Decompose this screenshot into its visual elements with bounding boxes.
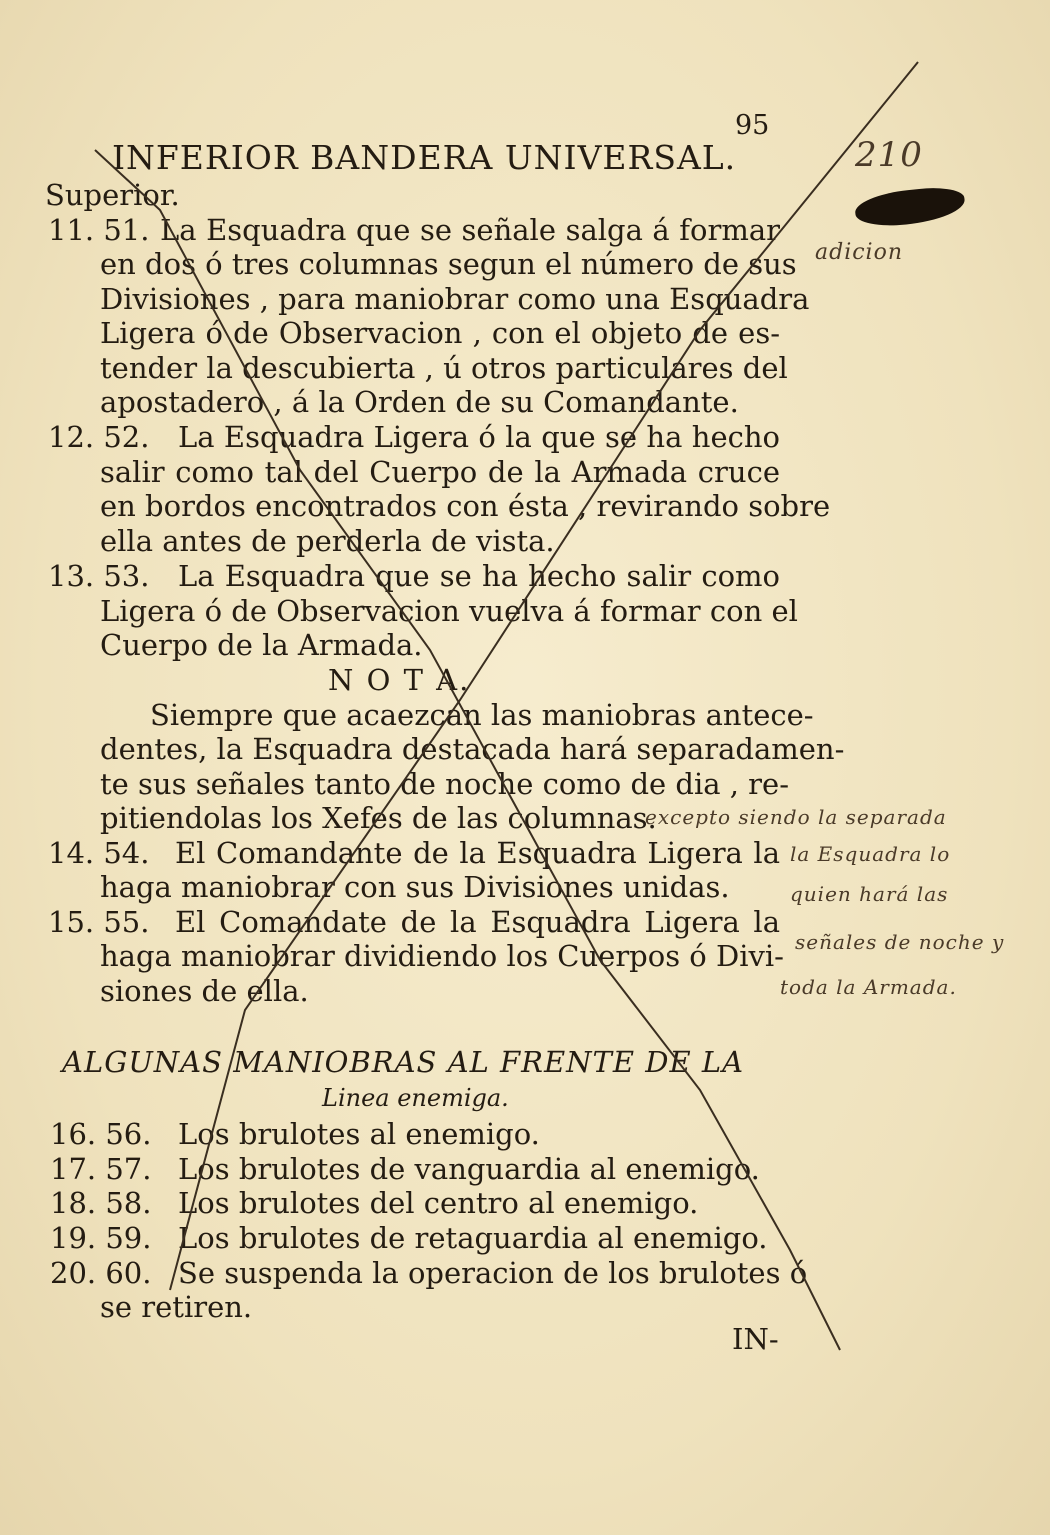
- entry-number: 12. 52.: [48, 420, 150, 454]
- entry-line: Ligera ó de Observacion , con el objeto de es-: [100, 316, 780, 350]
- page-number: 95: [735, 110, 770, 141]
- entry-line: El Comandate de la Esquadra Ligera la: [175, 905, 780, 939]
- nota-line: pitiendolas los Xefes de las columnas.: [100, 801, 657, 835]
- handwritten-margin-word: adicion: [815, 240, 904, 265]
- handwritten-line: la Esquadra lo: [790, 842, 951, 866]
- list-number: 18. 58.: [50, 1186, 152, 1220]
- handwritten-line: quien hará las: [790, 882, 949, 906]
- entry-number: 11. 51.: [48, 213, 150, 247]
- list-text: Los brulotes de vanguardia al enemigo.: [178, 1152, 760, 1186]
- list-number: 20. 60.: [50, 1256, 152, 1290]
- entry-line: Divisiones , para maniobrar como una Esquadra: [100, 282, 810, 316]
- list-text-continued: se retiren.: [100, 1290, 253, 1324]
- entry-line: haga maniobrar con sus Divisiones unidas.: [100, 870, 730, 904]
- nota-line: te sus señales tanto de noche como de dia , re-: [100, 767, 790, 801]
- entry-line: La Esquadra que se señale salga á formar: [160, 213, 780, 247]
- list-text: Los brulotes del centro al enemigo.: [178, 1186, 699, 1220]
- strike-line: [95, 150, 845, 1350]
- section-subtitle: Linea enemiga.: [322, 1084, 509, 1112]
- handwritten-margin-number: 210: [855, 135, 923, 175]
- handwritten-line: toda la Armada.: [780, 975, 957, 999]
- entry-line: La Esquadra que se ha hecho salir como: [178, 559, 780, 593]
- entry-number: 15. 55.: [48, 905, 150, 939]
- list-text: Los brulotes de retaguardia al enemigo.: [178, 1221, 768, 1255]
- entry-line: haga maniobrar dividiendo los Cuerpos ó Divi-: [100, 939, 784, 973]
- entry-line: en dos ó tres columnas segun el número de sus: [100, 247, 797, 281]
- entry-number: 13. 53.: [48, 559, 150, 593]
- entry-line: tender la descubierta , ú otros particulares del: [100, 351, 788, 385]
- entry-line: salir como tal del Cuerpo de la Armada cruce: [100, 455, 780, 489]
- nota-line: dentes, la Esquadra destacada hará separadamen-: [100, 732, 845, 766]
- page-header: INFERIOR BANDERA UNIVERSAL.: [112, 138, 737, 177]
- nota-title: N O T A.: [328, 663, 471, 697]
- header-prefix: Superior.: [45, 178, 180, 212]
- list-text: Se suspenda la operacion de los brulotes ó: [178, 1256, 808, 1290]
- list-number: 19. 59.: [50, 1221, 152, 1255]
- entry-line: apostadero , á la Orden de su Comandante.: [100, 385, 739, 419]
- nota-line: Siempre que acaezcan las maniobras antece-: [150, 698, 814, 732]
- entry-line: La Esquadra Ligera ó la que se ha hecho: [178, 420, 780, 454]
- entry-line: Cuerpo de la Armada.: [100, 628, 423, 662]
- strike-line: [170, 62, 918, 1290]
- list-text: Los brulotes al enemigo.: [178, 1117, 540, 1151]
- handwritten-line: señales de noche y: [795, 930, 1005, 954]
- entry-line: El Comandante de la Esquadra Ligera la: [175, 836, 780, 870]
- entry-line: siones de ella.: [100, 974, 309, 1008]
- entry-line: Ligera ó de Observacion vuelva á formar con el: [100, 594, 798, 628]
- entry-line: ella antes de perderla de vista.: [100, 524, 555, 558]
- entry-line: en bordos encontrados con ésta , revirando sobre: [100, 489, 831, 523]
- section-title: ALGUNAS MANIOBRAS AL FRENTE DE LA: [62, 1045, 745, 1079]
- catchword: IN-: [732, 1322, 779, 1356]
- handwritten-line: excepto siendo la separada: [645, 805, 947, 829]
- entry-number: 14. 54.: [48, 836, 150, 870]
- list-number: 16. 56.: [50, 1117, 152, 1151]
- list-number: 17. 57.: [50, 1152, 152, 1186]
